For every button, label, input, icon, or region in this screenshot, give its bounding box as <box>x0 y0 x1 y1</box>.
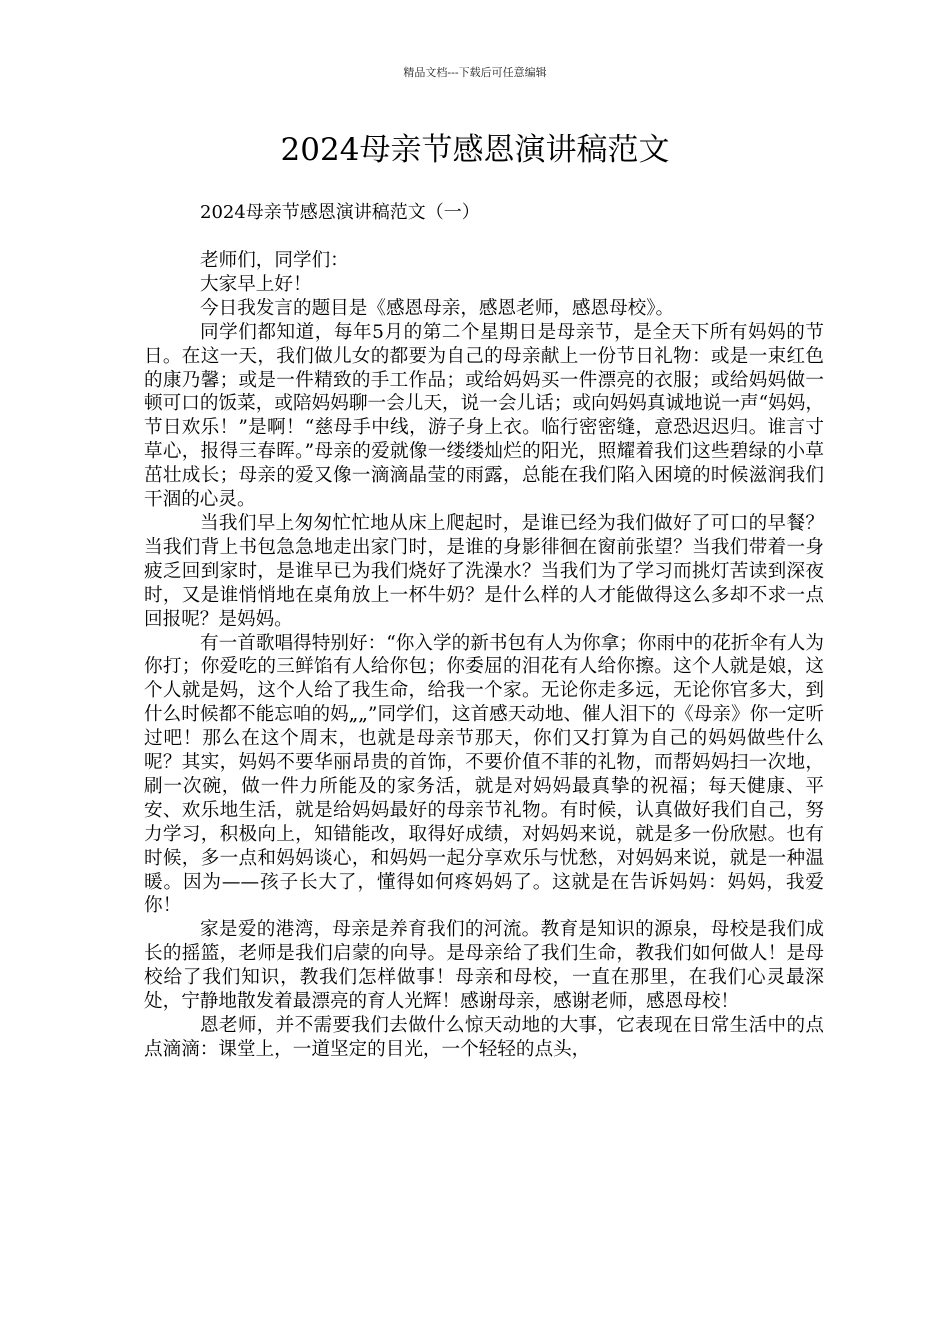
paragraph-who-cares: 当我们早上匆匆忙忙地从床上爬起时，是谁已经为我们做好了可口的早餐？当我们背上书包急急地走出家门时，是谁的身影徘徊在窗前张望？当我们带着一身疲乏回到家时，是谁早已为我们烧好了洗澡水？当我们为了学习而挑灯苦读到深夜时，又是谁悄悄地在桌角放上一杯牛奶？是什么样的人才能做得这么多却不求一点回报呢？是妈妈。 <box>144 512 824 630</box>
greeting-line-morning: 大家早上好！ <box>200 273 312 295</box>
page-header-note: 精品文档---下载后可任意编辑 <box>403 66 547 79</box>
speech-body <box>144 249 824 1062</box>
paragraph-song: 有一首歌唱得特别好：“你入学的新书包有人为你拿；你雨中的花折伞有人为你打；你爱吃的三鲜馅有人给你包；你委屈的泪花有人给你擦。这个人就是娘，这个人就是妈，这个人给了我生命，给我一个家。无论你走多远，无论你官多大，到什么时候都不能忘咱的妈„„”同学们，这首感天动地、催人泪下的《母亲》你一定听过吧！那么在这个周末，也就是母亲节那天，你们又打算为自己的妈妈做些什么呢？其实，妈妈不要华丽昂贵的首饰，不要价值不菲的礼物，而帮妈妈扫一次地，刷一次碗，做一件力所能及的家务活，就是对妈妈最真挚的祝福；每天健康、平安、欢乐地生活，就是给妈妈最好的母亲节礼物。有时候，认真做好我们自己，努力学习，积极向上，知错能改，取得好成绩，对妈妈来说，就是多一份欣慰。也有时候，多一点和妈妈谈心，和妈妈一起分享欢乐与忧愁，对妈妈来说，就是一种温暖。因为——孩子长大了，懂得如何疼妈妈了。这就是在告诉妈妈：妈妈，我爱你！ <box>144 632 824 917</box>
section-subtitle: 2024母亲节感恩演讲稿范文（一） <box>200 202 480 223</box>
paragraph-home-school: 家是爱的港湾，母亲是养育我们的河流。教育是知识的源泉，母校是我们成长的摇篮，老师是我们启蒙的向导。是母亲给了我们生命，教我们如何做人！是母校给了我们知识，教我们怎样做事！母亲和母校，一直在那里，在我们心灵最深处，宁静地散发着最漂亮的育人光辉！感谢母亲，感谢老师，感恩母校！ <box>144 919 824 1013</box>
paragraph-mothers-day: 同学们都知道，每年5月的第二个星期日是母亲节，是全天下所有妈妈的节日。在这一天，我们做儿女的都要为自己的母亲献上一份节日礼物：或是一束红色的康乃馨；或是一件精致的手工作品；或给妈妈买一件漂亮的衣服；或给妈妈做一顿可口的饭菜，或陪妈妈聊一会儿天，说一会儿话；或向妈妈真诚地说一声“妈妈，节日欢乐！”是啊！“慈母手中线，游子身上衣。临行密密缝，意恐迟迟归。谁言寸草心，报得三春晖。”母亲的爱就像一缕缕灿烂的阳光，照耀着我们这些碧绿的小草茁壮成长；母亲的爱又像一滴滴晶莹的雨露，总能在我们陷入困境的时候滋润我们干涸的心灵。 <box>144 321 824 511</box>
document-title: 2024母亲节感恩演讲稿范文 <box>280 132 670 168</box>
greeting-line-teachers: 老师们，同学们： <box>200 250 349 271</box>
speech-topic-line: 今日我发言的题目是《感恩母亲，感恩老师，感恩母校》。 <box>200 297 675 319</box>
paragraph-thank-teacher: 恩老师，并不需要我们去做什么惊天动地的大事，它表现在日常生活中的点点滴滴：课堂上，一道坚定的目光，一个轻轻的点头， <box>144 1015 824 1060</box>
